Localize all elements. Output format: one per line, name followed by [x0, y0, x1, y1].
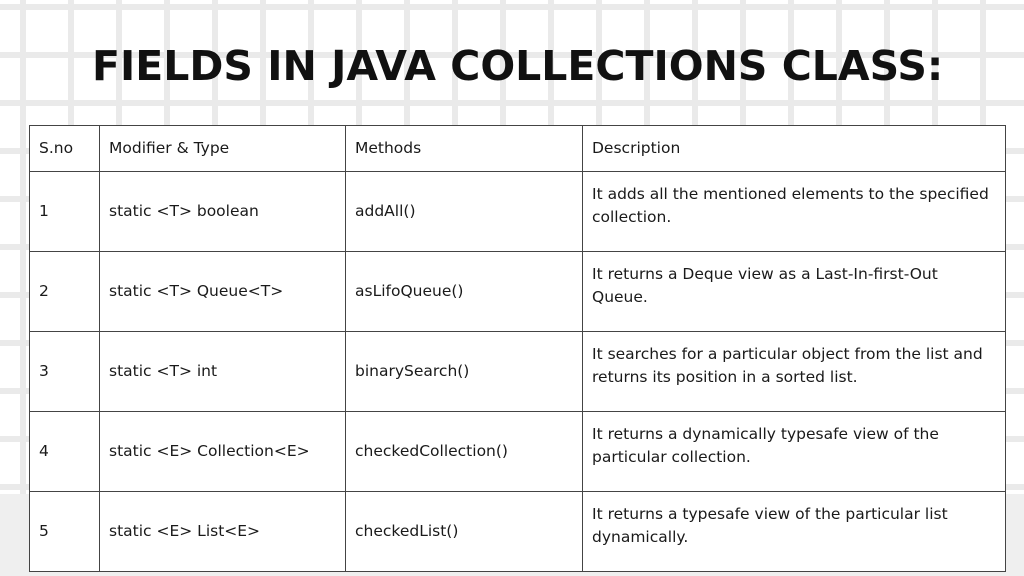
table-row — [30, 492, 1006, 572]
cell-sno: 4 — [30, 412, 100, 492]
cell-method: checkedCollection() — [346, 412, 583, 492]
cell-method: checkedList() — [346, 492, 583, 572]
cell-description: It searches for a particular object from the list and returns its position in a sorted list. — [583, 332, 1006, 412]
cell-modifier-type: static <T> int — [100, 332, 346, 412]
table-row — [30, 332, 1006, 412]
fields-table — [29, 125, 1006, 572]
cell-sno: 1 — [30, 172, 100, 252]
cell-modifier-type: static <E> Collection<E> — [100, 412, 346, 492]
cell-description: It returns a Deque view as a Last-In-first-Out Queue. — [583, 252, 1006, 332]
cell-description: It returns a dynamically typesafe view of the particular collection. — [583, 412, 1006, 492]
table-row — [30, 172, 1006, 252]
header-sno: S.no — [30, 126, 100, 172]
table-row — [30, 252, 1006, 332]
cell-sno: 3 — [30, 332, 100, 412]
cell-method: addAll() — [346, 172, 583, 252]
header-methods: Methods — [346, 126, 583, 172]
cell-sno: 5 — [30, 492, 100, 572]
table-header-row — [30, 126, 1006, 172]
header-description: Description — [583, 126, 1006, 172]
cell-modifier-type: static <T> boolean — [100, 172, 346, 252]
cell-method: asLifoQueue() — [346, 252, 583, 332]
header-modifier-type: Modifier & Type — [100, 126, 346, 172]
page-title: FIELDS IN JAVA COLLECTIONS CLASS: — [92, 42, 944, 90]
cell-modifier-type: static <T> Queue<T> — [100, 252, 346, 332]
cell-method: binarySearch() — [346, 332, 583, 412]
cell-modifier-type: static <E> List<E> — [100, 492, 346, 572]
cell-description: It returns a typesafe view of the particular list dynamically. — [583, 492, 1006, 572]
cell-description: It adds all the mentioned elements to the specified collection. — [583, 172, 1006, 252]
table-row — [30, 412, 1006, 492]
cell-sno: 2 — [30, 252, 100, 332]
